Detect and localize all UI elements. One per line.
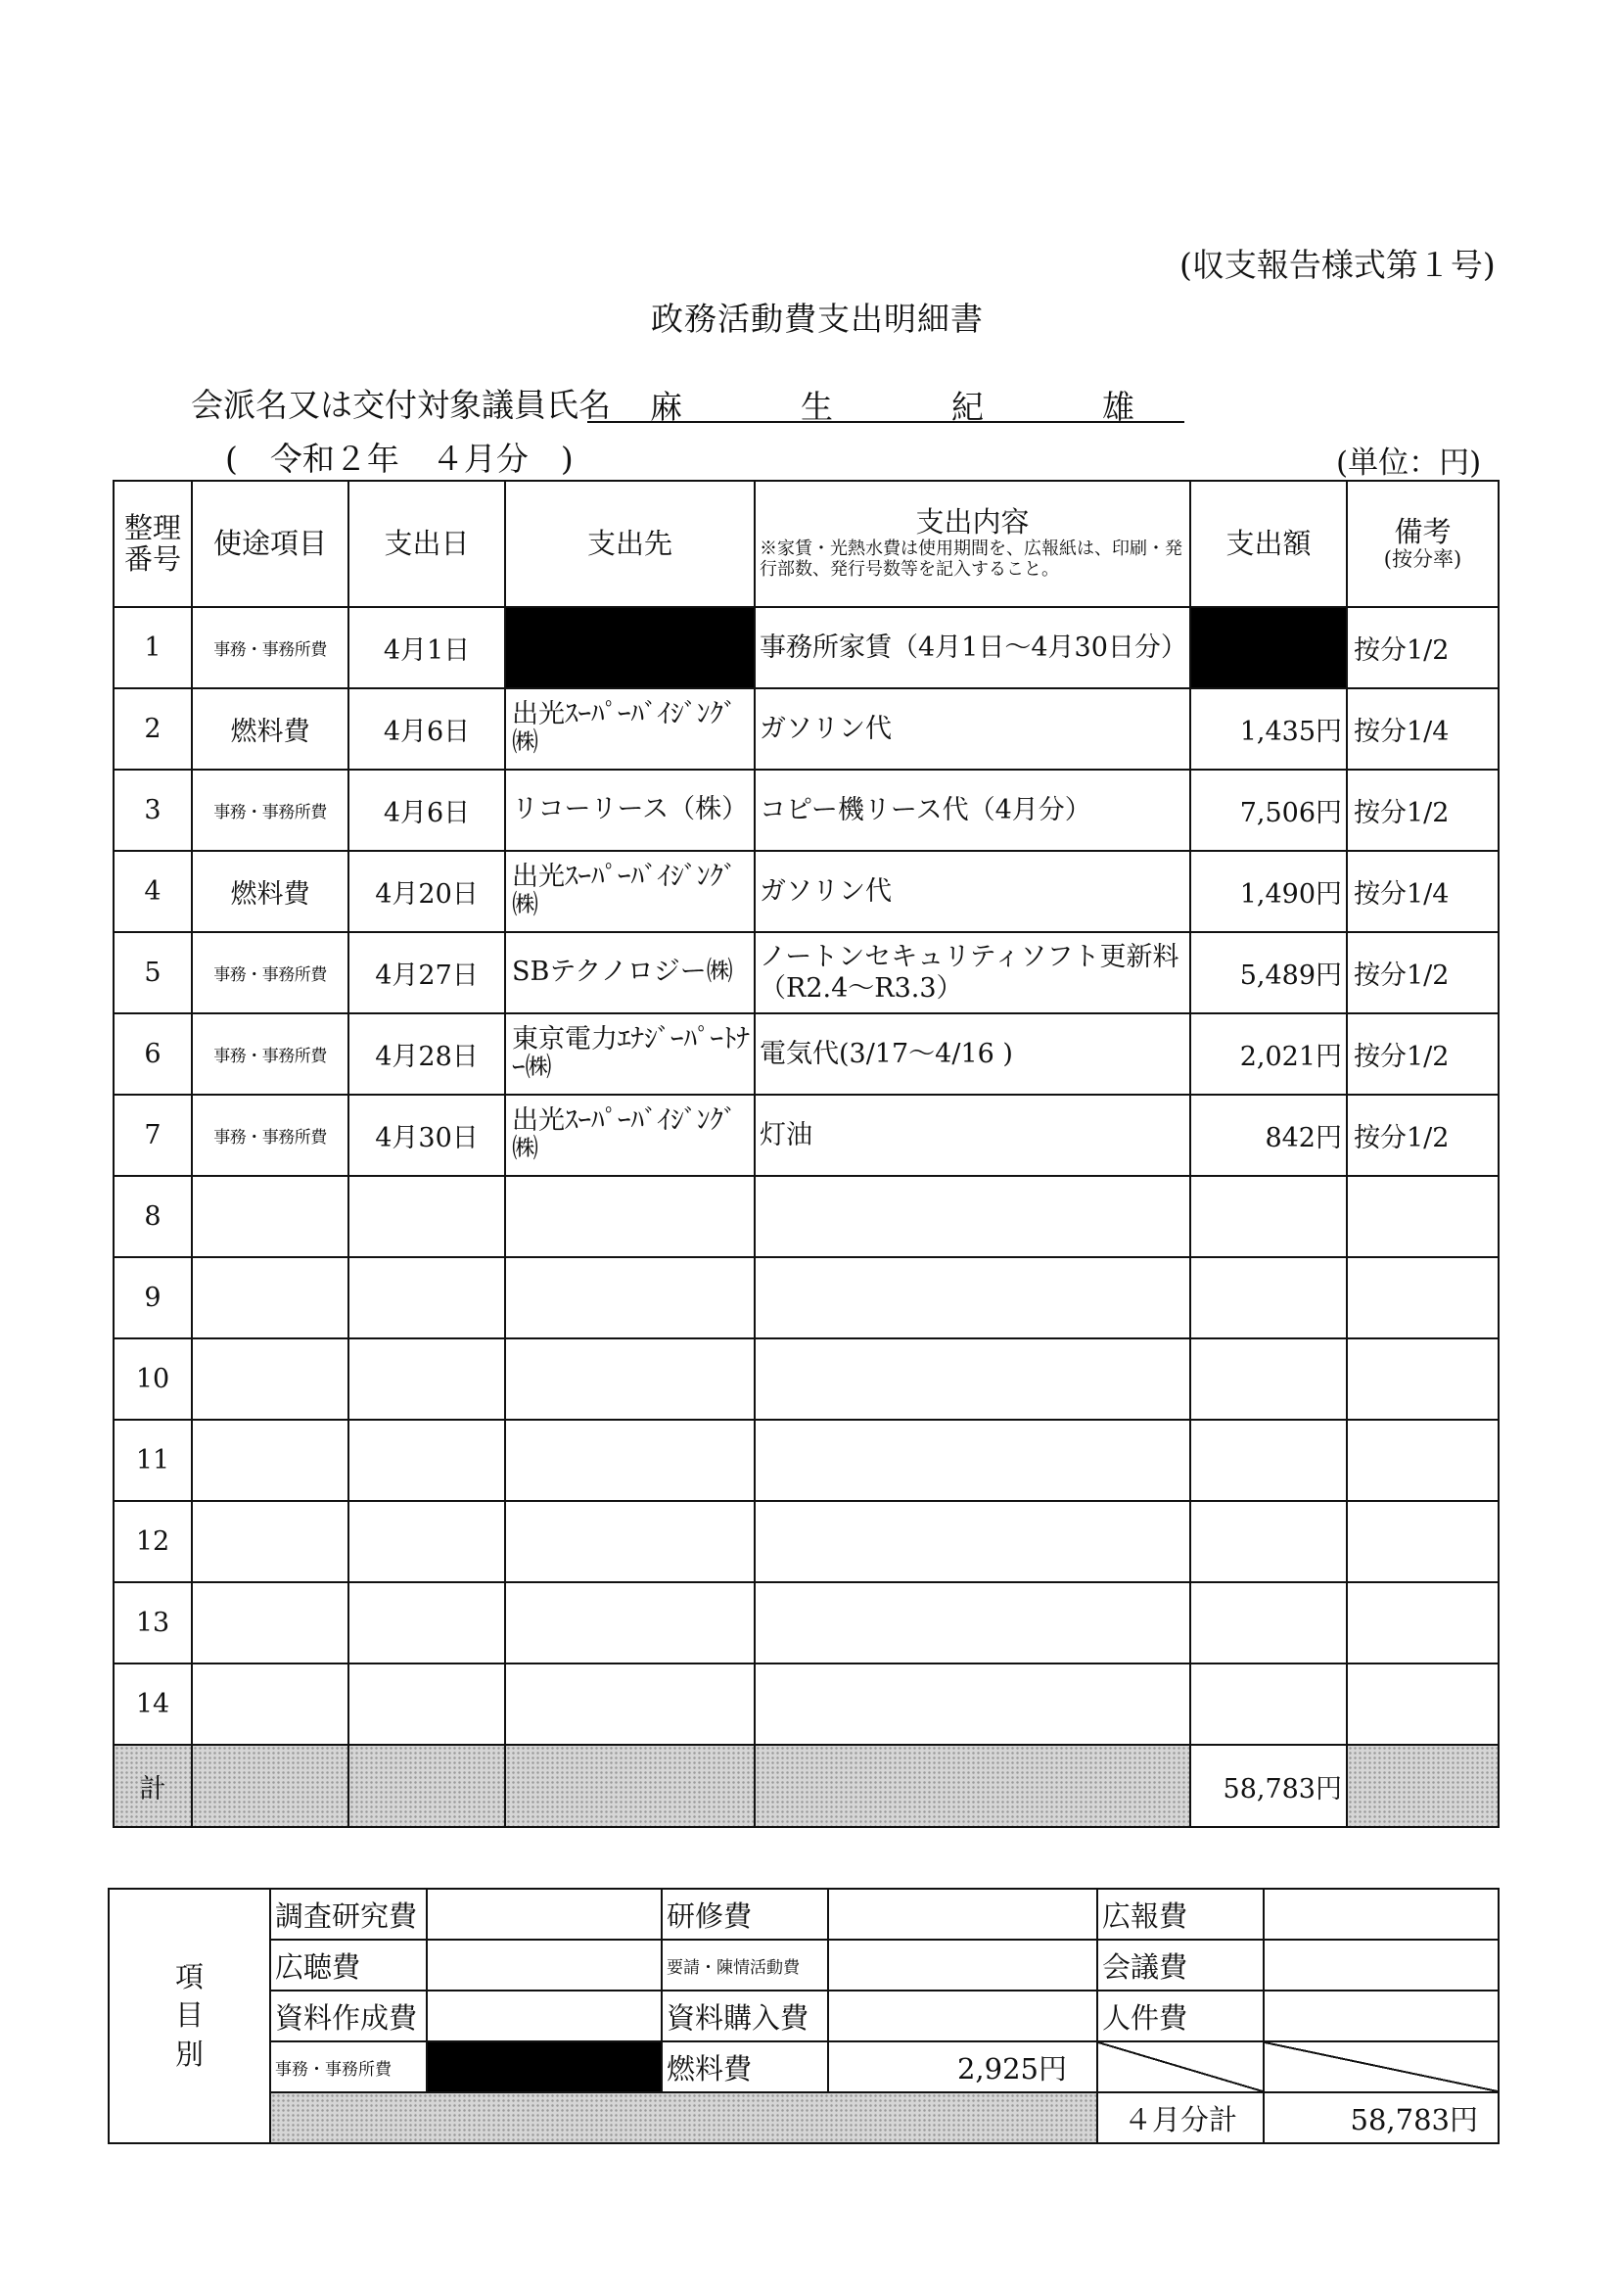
use-item — [192, 1338, 348, 1420]
allocation-note: 按分1/4 — [1347, 851, 1499, 932]
table-row — [114, 1338, 1499, 1420]
row-number: 10 — [114, 1338, 192, 1420]
row-number: 9 — [114, 1257, 192, 1338]
use-item — [192, 1420, 348, 1501]
expense-date — [348, 1582, 505, 1663]
allocation-note: 按分1/2 — [1347, 607, 1499, 688]
use-item — [192, 1257, 348, 1338]
total-row — [114, 1745, 1499, 1827]
allocation-note — [1347, 1582, 1499, 1663]
expense-table — [113, 480, 1500, 1828]
expense-date — [348, 1420, 505, 1501]
table-row — [114, 1013, 1499, 1095]
use-item: 事務・事務所費 — [192, 770, 348, 851]
row-number: 3 — [114, 770, 192, 851]
expense-amount: 1,435円 — [1190, 688, 1347, 770]
diagonal-blank — [1097, 2041, 1264, 2092]
payee — [505, 607, 755, 688]
allocation-note — [1347, 1420, 1499, 1501]
expense-date: 4月20日 — [348, 851, 505, 932]
table-row — [114, 770, 1499, 851]
expense-amount — [1190, 1338, 1347, 1420]
header-amount: 支出額 — [1190, 481, 1347, 607]
allocation-note — [1347, 1176, 1499, 1257]
allocation-note — [1347, 1257, 1499, 1338]
use-item: 燃料費 — [192, 688, 348, 770]
category-research-amount — [427, 1889, 662, 1940]
category-personnel: 人件費 — [1097, 1991, 1264, 2041]
row-number: 8 — [114, 1176, 192, 1257]
expense-content: 電気代(3/17～4/16 ) — [755, 1013, 1190, 1095]
category-petition: 要請・陳情活動費 — [662, 1940, 828, 1991]
table-row — [114, 1420, 1499, 1501]
allocation-note: 按分1/2 — [1347, 1013, 1499, 1095]
category-fuel: 燃料費 — [662, 2041, 828, 2092]
side-char: 目 — [174, 1998, 204, 2033]
expense-date — [348, 1338, 505, 1420]
expense-date: 4月30日 — [348, 1095, 505, 1176]
member-name-char: 生 — [801, 388, 833, 426]
expense-content: ノートンセキュリティソフト更新料（R2.4～R3.3） — [755, 932, 1190, 1013]
category-training-amount — [828, 1889, 1097, 1940]
form-number: (収支報告様式第１号) — [1179, 246, 1496, 284]
category-hearing-amount — [427, 1940, 662, 1991]
expense-amount: 1,490円 — [1190, 851, 1347, 932]
category-publicity-amount — [1264, 1889, 1499, 1940]
row-number: 4 — [114, 851, 192, 932]
document-title: 政務活動費支出明細書 — [651, 300, 984, 338]
table-row — [114, 851, 1499, 932]
use-item — [192, 1501, 348, 1582]
allocation-note — [1347, 1338, 1499, 1420]
report-period: ( 令和２年 ４月分 ) — [225, 440, 574, 478]
header-content — [755, 481, 1190, 607]
expense-amount — [1190, 607, 1347, 688]
expense-content — [755, 1420, 1190, 1501]
use-item — [192, 1582, 348, 1663]
use-item — [192, 1663, 348, 1745]
payee — [505, 1338, 755, 1420]
payee — [505, 1257, 755, 1338]
row-number: 7 — [114, 1095, 192, 1176]
expense-amount — [1190, 1257, 1347, 1338]
expense-date — [348, 1663, 505, 1745]
category-materials-making: 資料作成費 — [270, 1991, 427, 2041]
table-row — [114, 1582, 1499, 1663]
payee: 東京電力ｴﾅｼﾞｰﾊﾟｰﾄﾅｰ㈱ — [505, 1013, 755, 1095]
expense-amount: 7,506円 — [1190, 770, 1347, 851]
use-item: 燃料費 — [192, 851, 348, 932]
payee: 出光ｽｰﾊﾟｰﾊﾞｲｼﾞﾝｸﾞ㈱ — [505, 688, 755, 770]
table-row — [114, 607, 1499, 688]
row-number: 12 — [114, 1501, 192, 1582]
category-office: 事務・事務所費 — [270, 2041, 427, 2092]
month-total-label: ４月分計 — [1097, 2092, 1264, 2143]
header-content-label: 支出内容 — [915, 504, 1030, 539]
expense-date: 4月6日 — [348, 770, 505, 851]
expense-content — [755, 1176, 1190, 1257]
month-total: 58,783円 — [1264, 2092, 1499, 2143]
payee — [505, 1176, 755, 1257]
side-char: 項 — [174, 1960, 204, 1994]
payee: 出光ｽｰﾊﾟｰﾊﾞｲｼﾞﾝｸﾞ㈱ — [505, 1095, 755, 1176]
expense-date — [348, 1257, 505, 1338]
header-date: 支出日 — [348, 481, 505, 607]
row-number: 2 — [114, 688, 192, 770]
category-petition-amount — [828, 1940, 1097, 1991]
use-item: 事務・事務所費 — [192, 1013, 348, 1095]
table-row — [114, 1257, 1499, 1338]
expense-amount — [1190, 1420, 1347, 1501]
expense-content — [755, 1501, 1190, 1582]
total-blank — [755, 1745, 1190, 1827]
member-name-char: 紀 — [951, 388, 984, 426]
row-number: 1 — [114, 607, 192, 688]
expense-amount — [1190, 1501, 1347, 1582]
allocation-note: 按分1/2 — [1347, 770, 1499, 851]
table-row — [114, 932, 1499, 1013]
payee: 出光ｽｰﾊﾟｰﾊﾞｲｼﾞﾝｸﾞ㈱ — [505, 851, 755, 932]
allocation-note — [1347, 1663, 1499, 1745]
shaded-blank — [270, 2092, 1097, 2143]
expense-date: 4月1日 — [348, 607, 505, 688]
payee — [505, 1663, 755, 1745]
table-row — [114, 1663, 1499, 1745]
expense-amount: 842円 — [1190, 1095, 1347, 1176]
expense-amount: 5,489円 — [1190, 932, 1347, 1013]
expense-content — [755, 1338, 1190, 1420]
member-name-char: 麻 — [650, 388, 682, 426]
category-materials-purchase-amount — [828, 1991, 1097, 2041]
table-row — [114, 1095, 1499, 1176]
category-office-amount-redacted — [427, 2041, 662, 2092]
category-materials-making-amount — [427, 1991, 662, 2041]
payee — [505, 1420, 755, 1501]
category-personnel-amount — [1264, 1991, 1499, 2041]
payee — [505, 1582, 755, 1663]
expense-date: 4月27日 — [348, 932, 505, 1013]
use-item: 事務・事務所費 — [192, 607, 348, 688]
header-use: 使途項目 — [192, 481, 348, 607]
expense-date: 4月6日 — [348, 688, 505, 770]
header-note-label: 備考 — [1394, 515, 1452, 548]
total-label: 計 — [114, 1745, 192, 1827]
expense-content — [755, 1257, 1190, 1338]
total-blank — [505, 1745, 755, 1827]
expense-date — [348, 1176, 505, 1257]
category-fuel-amount: 2,925円 — [828, 2041, 1097, 2092]
table-row — [114, 1176, 1499, 1257]
row-number: 6 — [114, 1013, 192, 1095]
row-number: 14 — [114, 1663, 192, 1745]
category-side-label — [109, 1889, 270, 2143]
category-table — [108, 1888, 1500, 2144]
total-blank — [348, 1745, 505, 1827]
row-number: 5 — [114, 932, 192, 1013]
side-char: 別 — [174, 2037, 204, 2071]
allocation-note: 按分1/4 — [1347, 688, 1499, 770]
use-item: 事務・事務所費 — [192, 1095, 348, 1176]
expense-amount: 2,021円 — [1190, 1013, 1347, 1095]
unit-label: (単位：円) — [1336, 445, 1482, 481]
category-meeting: 会議費 — [1097, 1940, 1264, 1991]
header-no: 整理番号 — [114, 481, 192, 607]
header-content-note: ※家賃・光熱水費は使用期間を、広報紙は、印刷・発行部数、発行号数等を記入すること。 — [760, 538, 1182, 581]
payee — [505, 1501, 755, 1582]
expense-content: コピー機リース代（4月分） — [755, 770, 1190, 851]
expense-content — [755, 1582, 1190, 1663]
use-item — [192, 1176, 348, 1257]
diagonal-blank — [1264, 2041, 1499, 2092]
table-row — [114, 688, 1499, 770]
expense-amount — [1190, 1663, 1347, 1745]
row-number: 11 — [114, 1420, 192, 1501]
table-header — [114, 481, 1499, 607]
payee: リコーリース（株） — [505, 770, 755, 851]
allocation-note: 按分1/2 — [1347, 1095, 1499, 1176]
expense-amount — [1190, 1582, 1347, 1663]
category-hearing: 広聴費 — [270, 1940, 427, 1991]
category-meeting-amount — [1264, 1940, 1499, 1991]
use-item: 事務・事務所費 — [192, 932, 348, 1013]
expense-content — [755, 1663, 1190, 1745]
row-number: 13 — [114, 1582, 192, 1663]
member-name-char: 雄 — [1102, 388, 1134, 426]
party-label: 会派名又は交付対象議員氏名 — [191, 386, 611, 424]
category-training: 研修費 — [662, 1889, 828, 1940]
total-amount: 58,783円 — [1190, 1745, 1347, 1827]
total-blank — [192, 1745, 348, 1827]
category-publicity: 広報費 — [1097, 1889, 1264, 1940]
expense-content: 事務所家賃（4月1日～4月30日分） — [755, 607, 1190, 688]
category-research: 調査研究費 — [270, 1889, 427, 1940]
expense-content: 灯油 — [755, 1095, 1190, 1176]
expense-date: 4月28日 — [348, 1013, 505, 1095]
expense-content: ガソリン代 — [755, 688, 1190, 770]
member-name — [587, 384, 1184, 426]
expense-amount — [1190, 1176, 1347, 1257]
expense-date — [348, 1501, 505, 1582]
total-blank — [1347, 1745, 1499, 1827]
table-row — [114, 1501, 1499, 1582]
payee: SBテクノロジー㈱ — [505, 932, 755, 1013]
header-note — [1347, 481, 1499, 607]
header-note-sub: (按分率) — [1383, 546, 1462, 571]
category-materials-purchase: 資料購入費 — [662, 1991, 828, 2041]
allocation-note — [1347, 1501, 1499, 1582]
allocation-note: 按分1/2 — [1347, 932, 1499, 1013]
header-payee: 支出先 — [505, 481, 755, 607]
expense-content: ガソリン代 — [755, 851, 1190, 932]
